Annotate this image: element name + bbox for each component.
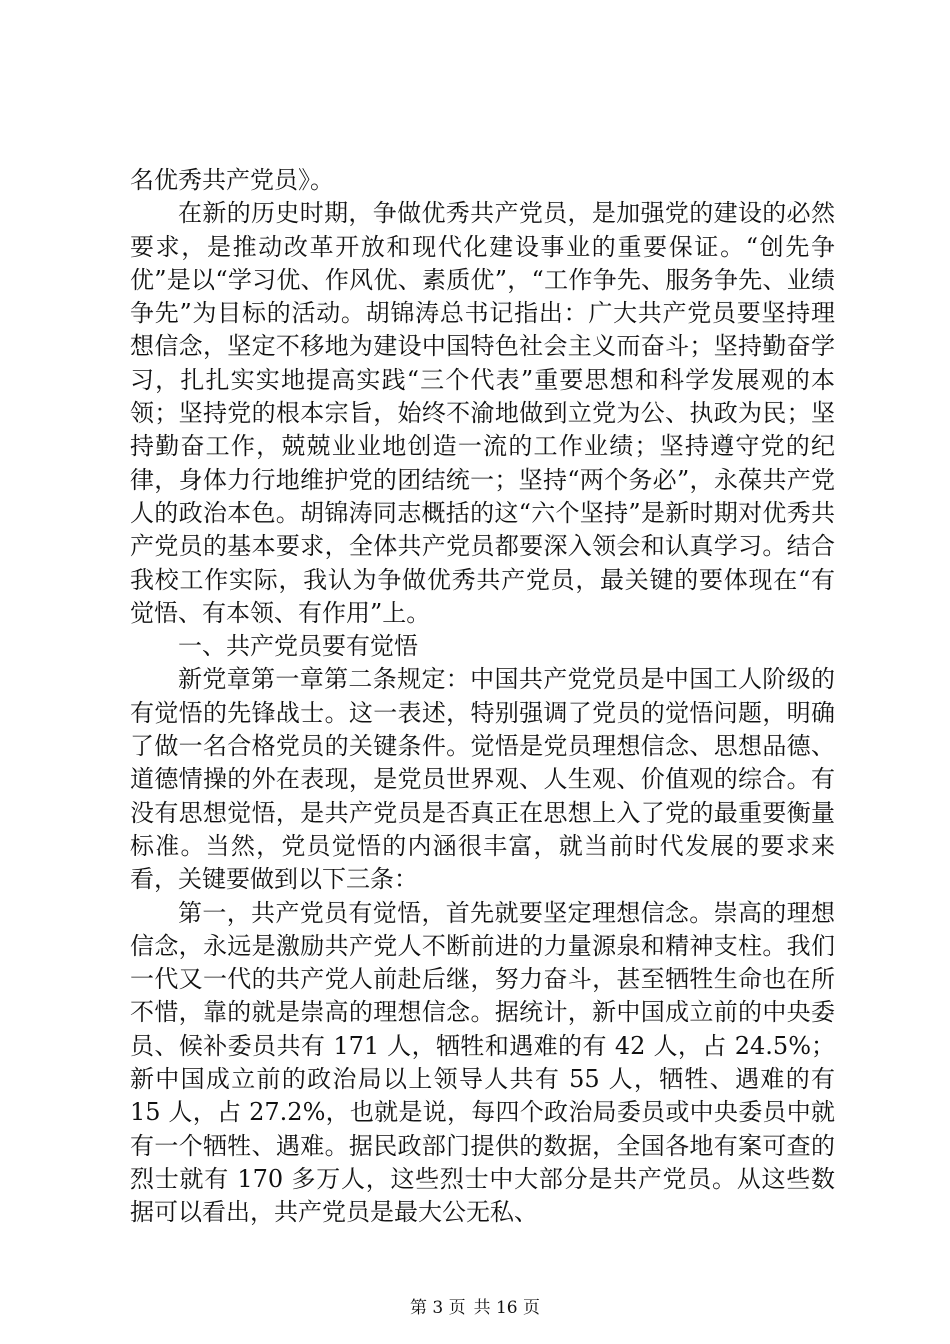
- document-body: [130, 164, 835, 1230]
- paragraph: 新党章第一章第二条规定：中国共产党党员是中国工人阶级的有觉悟的先锋战士。这一表述，特别强调了党员的觉悟问题，明确了做一名合格党员的关键条件。觉悟是党员理想信念、思想品德、道德情操的外在表现，是党员世界观、人生观、价值观的综合。有没有思想觉悟，是共产党员是否真正在思想上入了党的最重要衡量标准。当然，党员觉悟的内涵很丰富，就当前时代发展的要求来看，关键要做到以下三条：: [130, 665, 835, 894]
- page-number: 第 3 页: [409, 1298, 466, 1318]
- paragraph: 第一，共产党员有觉悟，首先就要坚定理想信念。崇高的理想信念，永远是激励共产党人不断前进的力量源泉和精神支柱。我们一代又一代的共产党人前赴后继，努力奋斗，甚至牺牲生命也在所不惜，靠的就是崇高的理想信念。据统计，新中国成立前的中央委员、候补委员共有 171 人，牺牲和遇难的有 42 人，占 24.5%；新中国成立前的政治局以上领导人共有 55 人，牺牲、遇难的有 15 人，占 27.2%，也就是说，每四个政治局委员或中央委员中就有一个牺牲、遇难。据民政部门提供的数据，全国各地有案可查的烈士就有 170 多万人，这些烈士中大部分是共产党员。从这些数据可以看出，共产党员是最大公无私、: [130, 898, 835, 1227]
- page-footer: [0, 1293, 950, 1318]
- page-total: 共 16 页: [473, 1298, 541, 1318]
- paragraph: 名优秀共产党员》。: [130, 166, 334, 194]
- paragraph: 在新的历史时期，争做优秀共产党员，是加强党的建设的必然要求，是推动改革开放和现代化建设事业的重要保证。“创先争优”是以“学习优、作风优、素质优”，“工作争先、服务争先、业绩争先”为目标的活动。胡锦涛总书记指出：广大共产党员要坚持理想信念，坚定不移地为建设中国特色社会主义而奋斗；坚持勤奋学习，扎扎实实地提高实践“三个代表”重要思想和科学发展观的本领；坚持党的根本宗旨，始终不渝地做到立党为公、执政为民；坚持勤奋工作，兢兢业业地创造一流的工作业绩；坚持遵守党的纪律，身体力行地维护党的团结统一；坚持“两个务必”，永葆共产党人的政治本色。胡锦涛同志概括的这“六个坚持”是新时期对优秀共产党员的基本要求，全体共产党员都要深入领会和认真学习。结合我校工作实际，我认为争做优秀共产党员，最关键的要体现在“有觉悟、有本领、有作用”上。: [130, 199, 835, 627]
- section-heading: 一、共产党员要有觉悟: [178, 632, 418, 661]
